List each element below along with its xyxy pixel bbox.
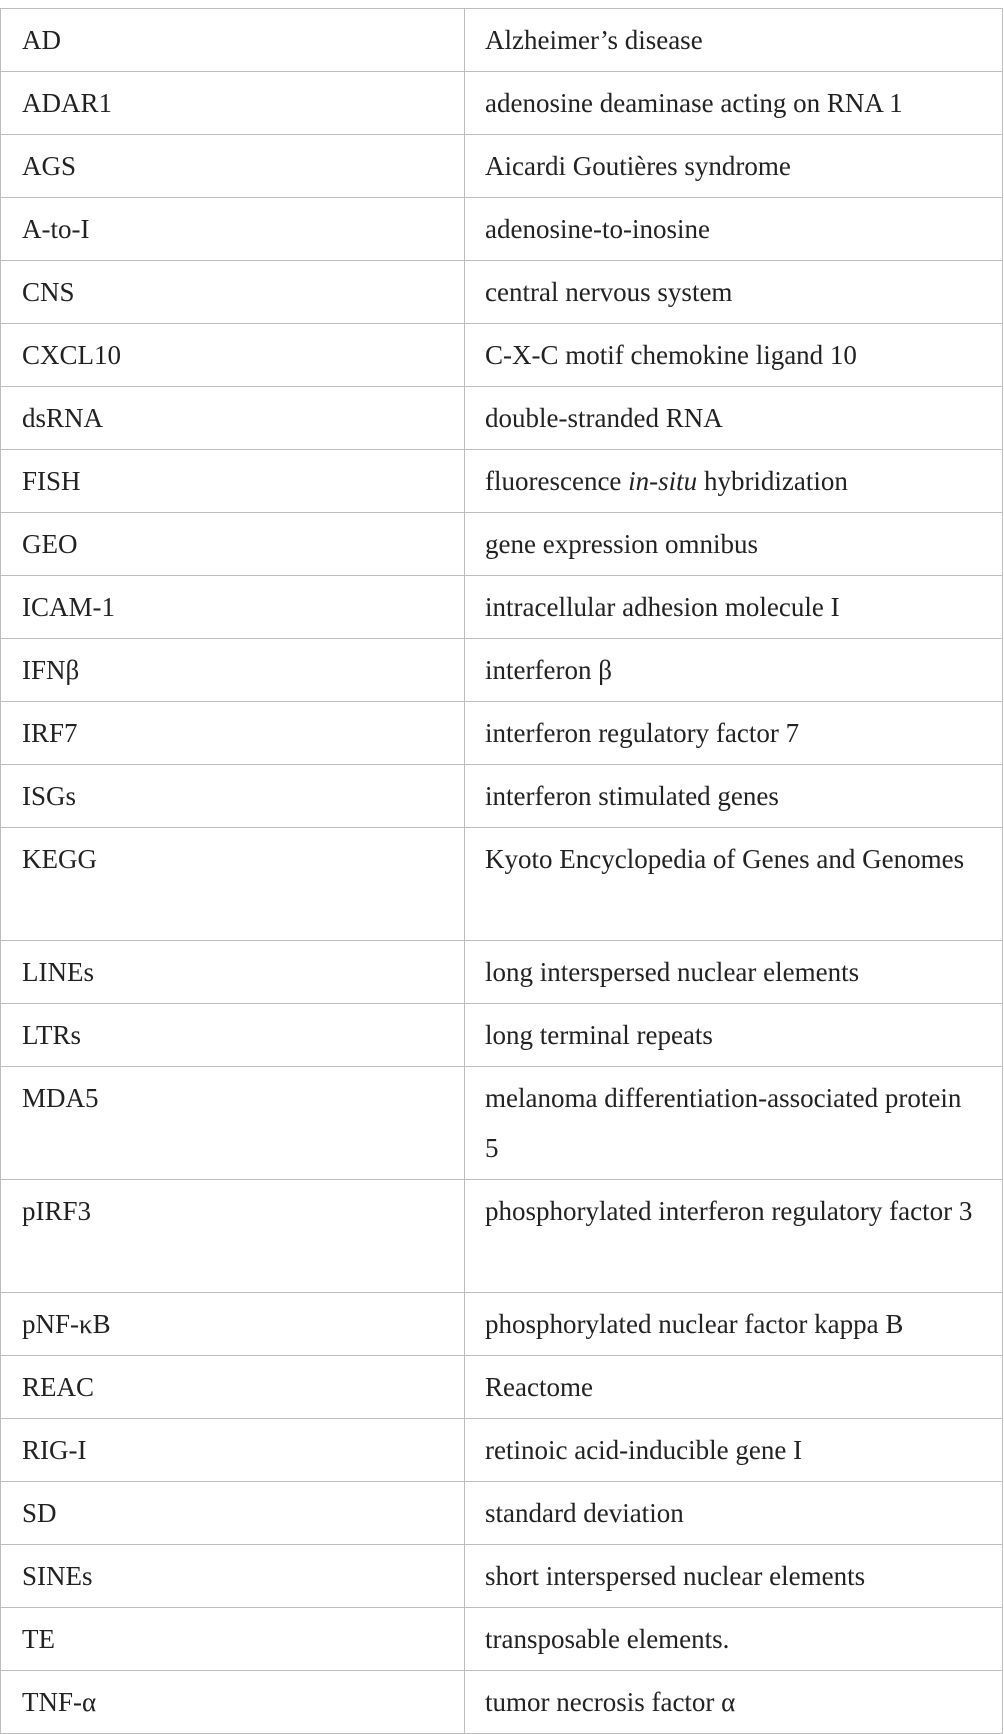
abbreviation-cell: pIRF3	[1, 1180, 465, 1293]
definition-text: fluorescence	[485, 466, 629, 496]
table-row	[1, 765, 1003, 828]
definition-cell: Aicardi Goutières syndrome	[465, 135, 1003, 198]
table-row	[1, 639, 1003, 702]
definition-cell: central nervous system	[465, 261, 1003, 324]
abbreviation-cell: REAC	[1, 1356, 465, 1419]
abbreviations-table-body	[1, 9, 1003, 1734]
table-row	[1, 1180, 1003, 1293]
table-row	[1, 261, 1003, 324]
definition-cell: phosphorylated nuclear factor kappa B	[465, 1293, 1003, 1356]
table-row	[1, 1608, 1003, 1671]
definition-italic-text: in-situ	[628, 466, 698, 496]
definition-cell: short interspersed nuclear elements	[465, 1545, 1003, 1608]
table-row	[1, 1545, 1003, 1608]
definition-cell: double-stranded RNA	[465, 387, 1003, 450]
abbreviation-cell: MDA5	[1, 1067, 465, 1180]
table-row	[1, 387, 1003, 450]
definition-cell: interferon regulatory factor 7	[465, 702, 1003, 765]
table-row	[1, 702, 1003, 765]
definition-cell: Alzheimer’s disease	[465, 9, 1003, 72]
abbreviation-cell: TNF-α	[1, 1671, 465, 1734]
abbreviation-cell: ICAM-1	[1, 576, 465, 639]
table-row	[1, 72, 1003, 135]
definition-cell: intracellular adhesion molecule I	[465, 576, 1003, 639]
definition-cell: adenosine deaminase acting on RNA 1	[465, 72, 1003, 135]
abbreviation-cell: SINEs	[1, 1545, 465, 1608]
abbreviation-cell: ADAR1	[1, 72, 465, 135]
table-row	[1, 9, 1003, 72]
abbreviation-cell: LTRs	[1, 1004, 465, 1067]
abbreviation-cell: A-to-I	[1, 198, 465, 261]
definition-cell: interferon β	[465, 639, 1003, 702]
abbreviation-cell: KEGG	[1, 828, 465, 941]
abbreviation-cell: CXCL10	[1, 324, 465, 387]
table-row	[1, 828, 1003, 941]
abbreviation-cell: CNS	[1, 261, 465, 324]
definition-cell: phosphorylated interferon regulatory factor 3	[465, 1180, 1003, 1293]
definition-text: hybridization	[697, 466, 848, 496]
definition-cell: transposable elements.	[465, 1608, 1003, 1671]
definition-cell: adenosine-to-inosine	[465, 198, 1003, 261]
abbreviation-cell: RIG-I	[1, 1419, 465, 1482]
definition-cell: long terminal repeats	[465, 1004, 1003, 1067]
definition-cell: Kyoto Encyclopedia of Genes and Genomes	[465, 828, 1003, 941]
definition-cell: tumor necrosis factor α	[465, 1671, 1003, 1734]
abbreviation-cell: SD	[1, 1482, 465, 1545]
table-row	[1, 1356, 1003, 1419]
table-row	[1, 941, 1003, 1004]
abbreviation-cell: GEO	[1, 513, 465, 576]
abbreviation-cell: AD	[1, 9, 465, 72]
abbreviation-cell: ISGs	[1, 765, 465, 828]
definition-cell: standard deviation	[465, 1482, 1003, 1545]
abbreviation-cell: FISH	[1, 450, 465, 513]
abbreviation-cell: AGS	[1, 135, 465, 198]
table-row	[1, 135, 1003, 198]
abbreviation-cell: pNF-κB	[1, 1293, 465, 1356]
table-row	[1, 1419, 1003, 1482]
table-row	[1, 198, 1003, 261]
definition-cell: interferon stimulated genes	[465, 765, 1003, 828]
definition-cell: long interspersed nuclear elements	[465, 941, 1003, 1004]
definition-cell: Reactome	[465, 1356, 1003, 1419]
definition-cell: C-X-C motif chemokine ligand 10	[465, 324, 1003, 387]
definition-cell	[465, 450, 1003, 513]
table-row	[1, 576, 1003, 639]
abbreviation-cell: LINEs	[1, 941, 465, 1004]
definition-cell: retinoic acid-inducible gene I	[465, 1419, 1003, 1482]
abbreviation-cell: dsRNA	[1, 387, 465, 450]
abbreviation-cell: IFNβ	[1, 639, 465, 702]
table-row	[1, 1004, 1003, 1067]
table-row	[1, 324, 1003, 387]
table-row	[1, 513, 1003, 576]
definition-cell: melanoma differentiation-associated protein 5	[465, 1067, 1003, 1180]
table-row	[1, 1671, 1003, 1734]
abbreviation-cell: IRF7	[1, 702, 465, 765]
abbreviation-cell: TE	[1, 1608, 465, 1671]
definition-cell: gene expression omnibus	[465, 513, 1003, 576]
table-row	[1, 1067, 1003, 1180]
abbreviations-table	[0, 8, 1003, 1734]
table-row	[1, 1482, 1003, 1545]
table-row	[1, 450, 1003, 513]
table-row	[1, 1293, 1003, 1356]
